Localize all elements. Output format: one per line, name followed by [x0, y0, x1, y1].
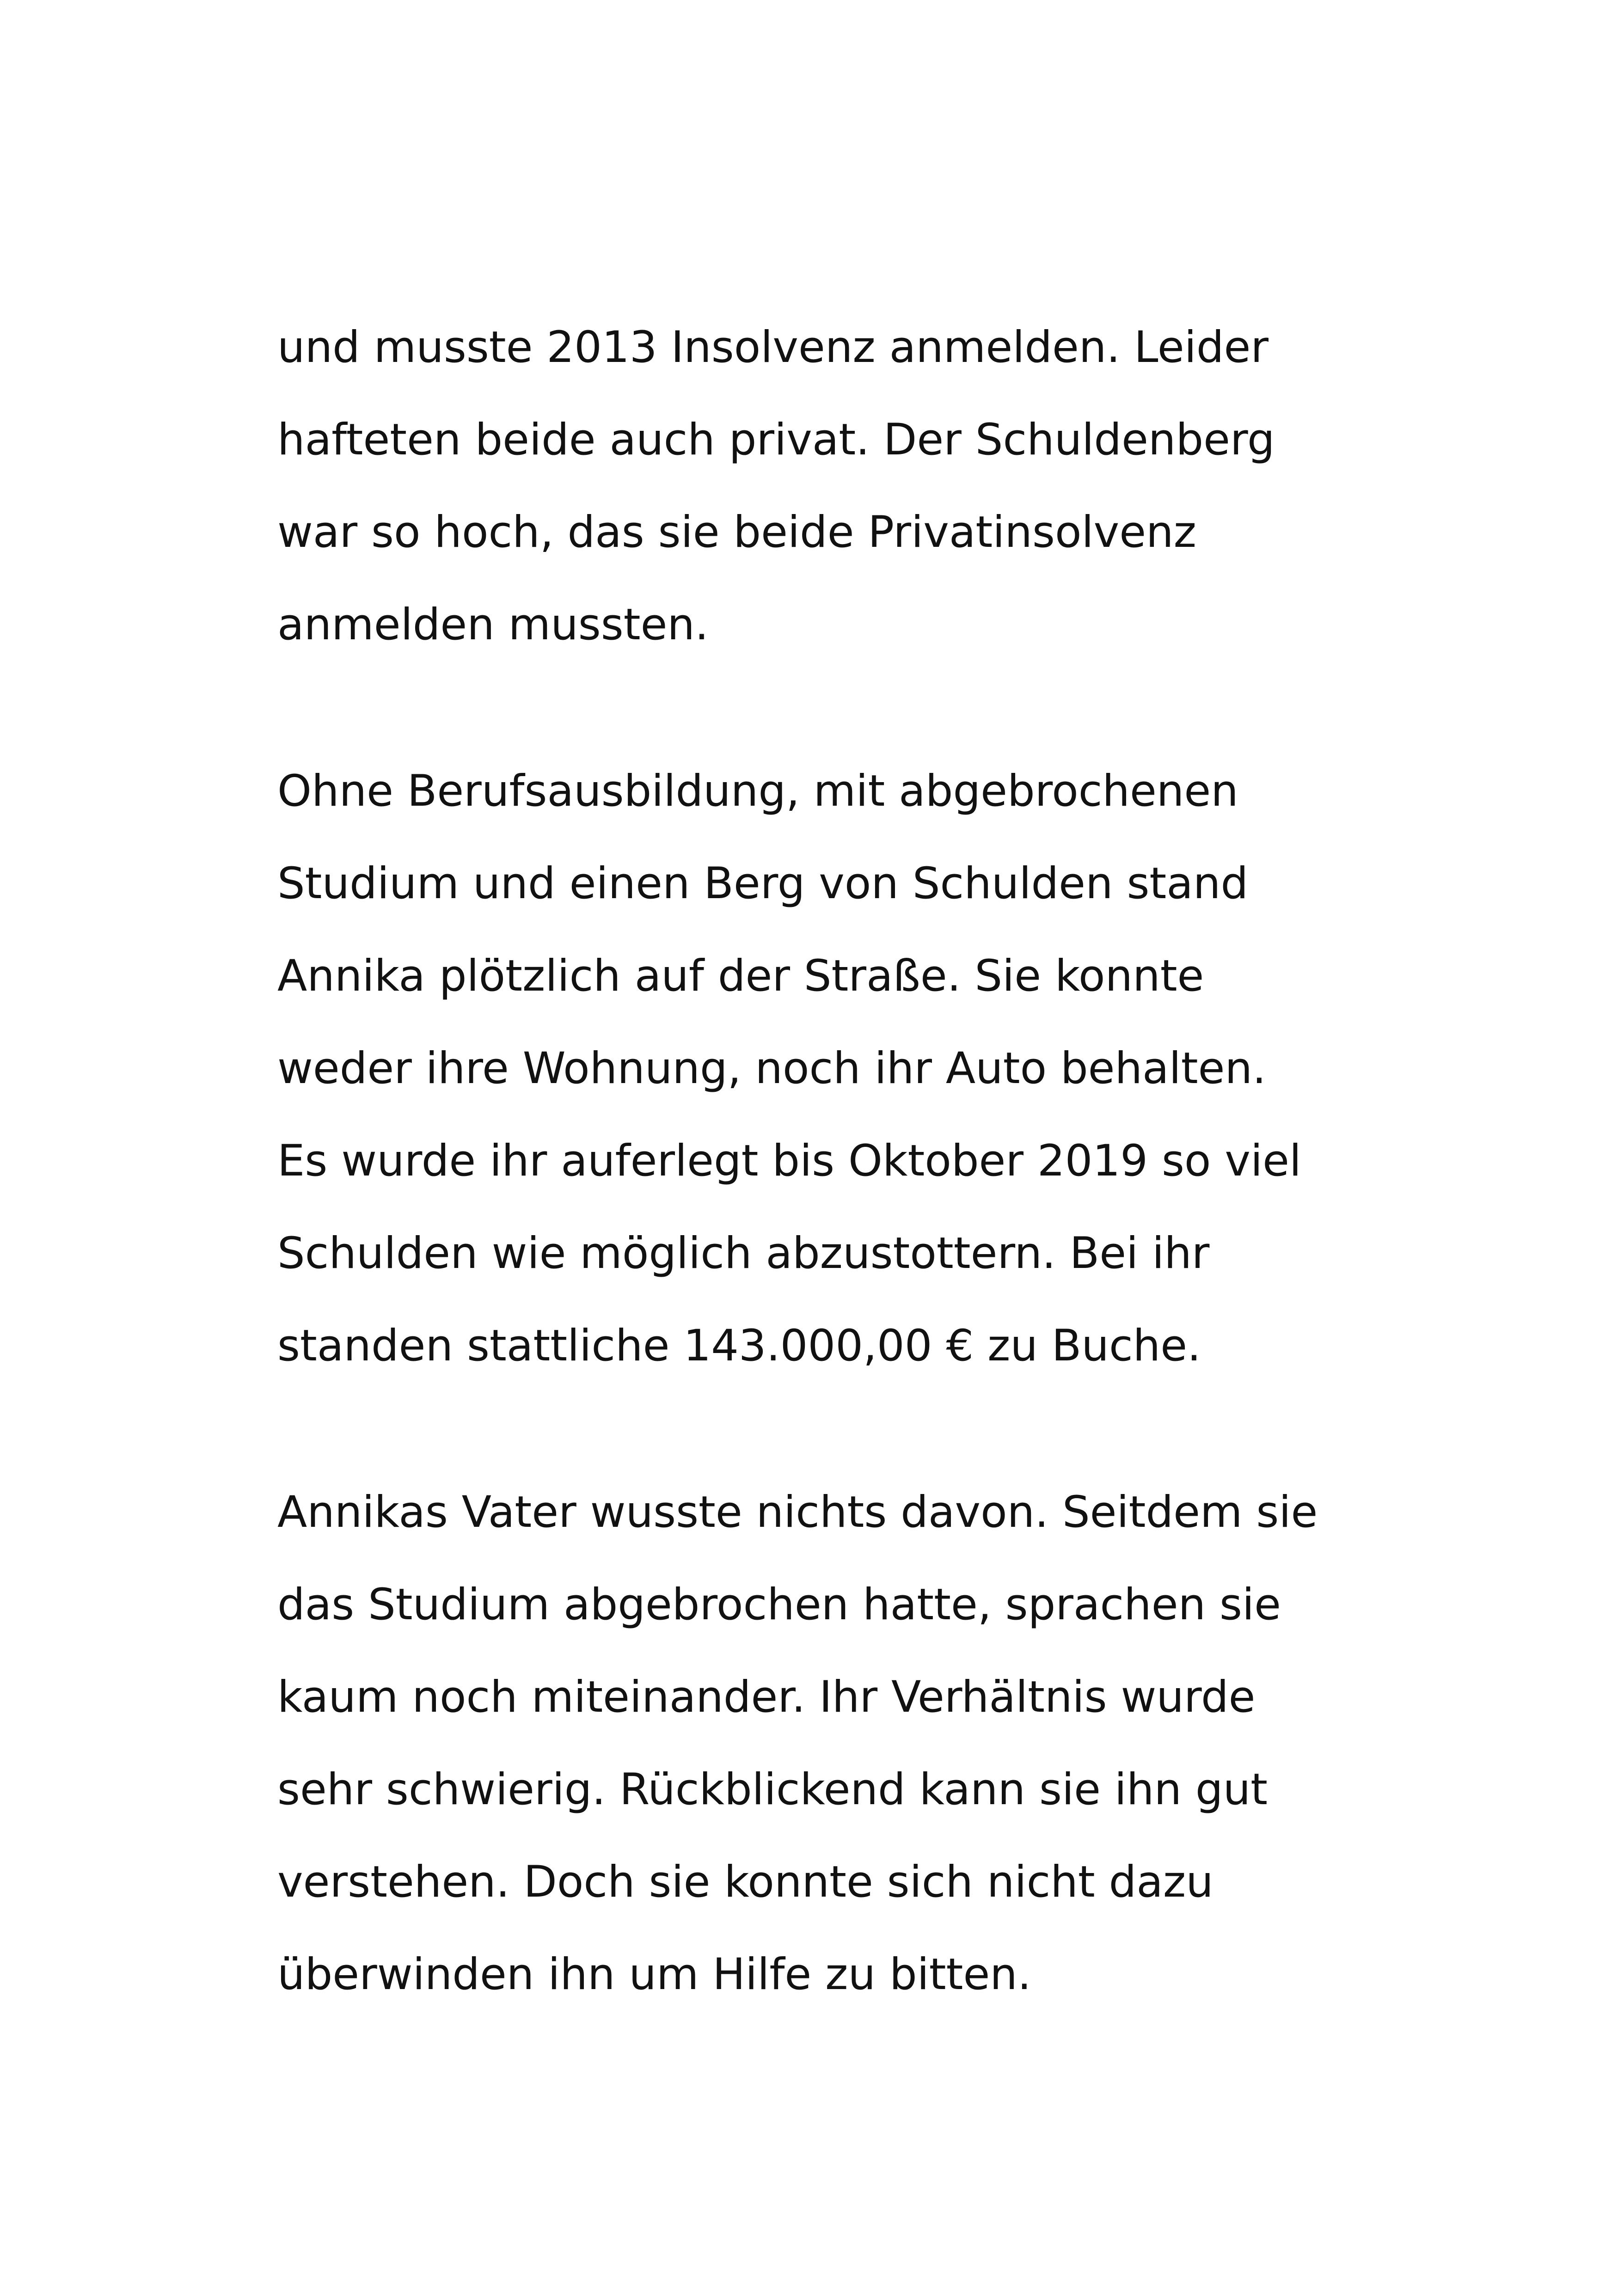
text-line: kaum noch miteinander. Ihr Verhältnis wurde [277, 1672, 1256, 1722]
text-line: Schulden wie möglich abzustottern. Bei ihr [277, 1228, 1210, 1279]
text-line: und musste 2013 Insolvenz anmelden. Leider [277, 322, 1269, 373]
text-line: Annika plötzlich auf der Straße. Sie konnte [277, 951, 1204, 1001]
paragraph-3 [277, 1466, 1387, 2021]
text-line: war so hoch, das sie beide Privatinsolvenz [277, 507, 1196, 557]
text-line: Es wurde ihr auferlegt bis Oktober 2019 so viel [277, 1136, 1302, 1186]
text-line: hafteten beide auch privat. Der Schuldenberg [277, 415, 1275, 465]
text-line: standen stattliche 143.000,00 € zu Buche. [277, 1321, 1201, 1371]
text-line: Annikas Vater wusste nichts davon. Seitdem sie [277, 1487, 1318, 1537]
text-line: anmelden mussten. [277, 600, 709, 650]
text-line: Studium und einen Berg von Schulden stand [277, 858, 1249, 909]
text-line: verstehen. Doch sie konnte sich nicht dazu [277, 1857, 1214, 1907]
text-line: weder ihre Wohnung, noch ihr Auto behalten. [277, 1043, 1266, 1094]
text-line: Ohne Berufsausbildung, mit abgebrochenen [277, 766, 1238, 816]
text-line: das Studium abgebrochen hatte, sprachen sie [277, 1580, 1281, 1630]
text-line: sehr schwierig. Rückblickend kann sie ihn gut [277, 1764, 1268, 1815]
paragraph-2 [277, 745, 1387, 1392]
text-line: überwinden ihn um Hilfe zu bitten. [277, 1949, 1031, 2000]
paragraph-1 [277, 301, 1387, 671]
